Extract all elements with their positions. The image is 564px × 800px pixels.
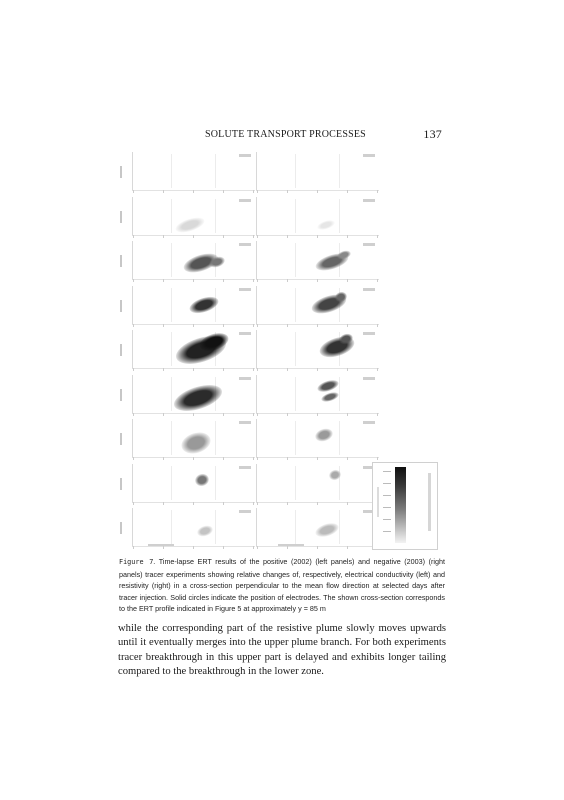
axis-tick xyxy=(287,279,288,282)
axis-tick xyxy=(223,279,224,282)
axis-tick xyxy=(287,235,288,238)
axis-tick xyxy=(377,413,378,416)
caption-label: Figure 7 xyxy=(119,558,154,566)
axis-tick xyxy=(193,190,194,193)
axis-tick xyxy=(133,546,134,549)
axis-tick xyxy=(193,457,194,460)
grid-line xyxy=(339,421,340,455)
grid-line xyxy=(295,154,296,188)
ert-panel xyxy=(256,330,379,369)
grid-line xyxy=(339,377,340,411)
caption-text: . Time-lapse ERT results of the positive (2002) (left panels) and negative (2003) (right panels) tracer experiments showing relative changes of, respectively, electrical conductivity (left) and resistivity (right) in a cross-section perpendicular to the mean flow direction at selected days after tracer injection. Solid circles indicate the position of electrodes. The shown cross-section corresponds to the ERT profile indicated in Figure 5 at approximately y = 85 m xyxy=(119,557,445,614)
y-axis-label xyxy=(120,166,122,178)
axis-tick xyxy=(257,413,258,416)
axis-tick xyxy=(347,368,348,371)
axis-tick xyxy=(347,235,348,238)
grid-line xyxy=(215,421,216,455)
body-paragraph: while the corresponding part of the resistive plume slowly moves upwards until it eventually merges into the upper plume branch. For both experiments tracer breakthrough in this upper part is delayed and exhibits longer tailing compared to the breakthrough in the lower zone. xyxy=(118,623,446,677)
colorbar-tick xyxy=(383,471,391,472)
axis-tick xyxy=(347,457,348,460)
axis-tick xyxy=(287,324,288,327)
plume-anomaly xyxy=(316,218,336,231)
axis-tick xyxy=(317,457,318,460)
axis-tick xyxy=(287,413,288,416)
ert-panel xyxy=(132,464,255,503)
axis-tick xyxy=(377,279,378,282)
grid-line xyxy=(171,243,172,277)
grid-line xyxy=(339,199,340,233)
day-label xyxy=(363,199,375,202)
axis-tick xyxy=(253,279,254,282)
axis-tick xyxy=(223,546,224,549)
axis-tick xyxy=(163,235,164,238)
ert-panel xyxy=(256,464,379,503)
colorbar-left-label xyxy=(377,487,379,517)
day-label xyxy=(239,154,251,157)
y-axis-label xyxy=(120,255,122,267)
figure-caption xyxy=(119,556,445,615)
axis-tick xyxy=(223,190,224,193)
ert-panel xyxy=(256,508,379,547)
axis-tick xyxy=(253,235,254,238)
colorbar-tick xyxy=(383,507,391,508)
axis-tick xyxy=(163,502,164,505)
axis-tick xyxy=(193,413,194,416)
ert-panel xyxy=(256,286,379,325)
axis-tick xyxy=(163,324,164,327)
grid-line xyxy=(215,466,216,500)
grid-line xyxy=(295,510,296,544)
day-label xyxy=(239,421,251,424)
grid-line xyxy=(171,466,172,500)
y-axis-label xyxy=(120,522,122,534)
axis-tick xyxy=(377,235,378,238)
axis-tick xyxy=(223,324,224,327)
axis-tick xyxy=(223,457,224,460)
axis-tick xyxy=(347,190,348,193)
axis-tick xyxy=(317,546,318,549)
axis-tick xyxy=(163,413,164,416)
grid-line xyxy=(295,199,296,233)
axis-tick xyxy=(253,368,254,371)
grid-line xyxy=(295,421,296,455)
y-axis-label xyxy=(120,478,122,490)
axis-tick xyxy=(133,279,134,282)
axis-tick xyxy=(133,324,134,327)
axis-tick xyxy=(133,413,134,416)
axis-tick xyxy=(257,235,258,238)
grid-line xyxy=(215,154,216,188)
axis-tick xyxy=(193,324,194,327)
y-axis-label xyxy=(120,433,122,445)
grid-line xyxy=(339,154,340,188)
axis-tick xyxy=(133,368,134,371)
day-label xyxy=(239,243,251,246)
plume-anomaly xyxy=(314,521,341,540)
grid-line xyxy=(295,288,296,322)
axis-tick xyxy=(287,546,288,549)
colorbar-right-label xyxy=(428,473,431,531)
ert-panel xyxy=(132,197,255,236)
grid-line xyxy=(295,332,296,366)
grid-line xyxy=(215,199,216,233)
axis-tick xyxy=(193,502,194,505)
axis-tick xyxy=(223,368,224,371)
axis-tick xyxy=(287,502,288,505)
x-axis-label xyxy=(148,544,174,546)
day-label xyxy=(363,243,375,246)
axis-tick xyxy=(377,368,378,371)
ert-panel xyxy=(132,241,255,280)
axis-tick xyxy=(193,235,194,238)
day-label xyxy=(363,377,375,380)
axis-tick xyxy=(253,190,254,193)
axis-tick xyxy=(347,502,348,505)
axis-tick xyxy=(253,324,254,327)
grid-line xyxy=(295,243,296,277)
axis-tick xyxy=(347,279,348,282)
axis-tick xyxy=(253,546,254,549)
y-axis-label xyxy=(120,389,122,401)
axis-tick xyxy=(133,457,134,460)
plume-anomaly xyxy=(174,214,206,235)
colorbar xyxy=(372,462,438,550)
axis-tick xyxy=(163,368,164,371)
axis-tick xyxy=(317,235,318,238)
axis-tick xyxy=(223,235,224,238)
axis-tick xyxy=(377,190,378,193)
axis-tick xyxy=(257,279,258,282)
axis-tick xyxy=(253,413,254,416)
y-axis-label xyxy=(120,211,122,223)
day-label xyxy=(363,421,375,424)
day-label xyxy=(239,377,251,380)
axis-tick xyxy=(287,190,288,193)
axis-tick xyxy=(317,413,318,416)
axis-tick xyxy=(193,279,194,282)
axis-tick xyxy=(223,502,224,505)
axis-tick xyxy=(317,324,318,327)
y-axis-label xyxy=(120,344,122,356)
x-axis-label xyxy=(278,544,304,546)
axis-tick xyxy=(377,324,378,327)
running-header xyxy=(205,127,442,143)
axis-tick xyxy=(133,502,134,505)
plume-anomaly xyxy=(193,472,210,488)
day-label xyxy=(363,332,375,335)
day-label xyxy=(239,510,251,513)
grid-line xyxy=(339,510,340,544)
ert-panel xyxy=(256,241,379,280)
y-axis-label xyxy=(120,300,122,312)
ert-panel xyxy=(256,419,379,458)
axis-tick xyxy=(377,457,378,460)
grid-line xyxy=(171,332,172,366)
axis-tick xyxy=(163,279,164,282)
ert-panel xyxy=(256,375,379,414)
axis-tick xyxy=(287,457,288,460)
running-title: SOLUTE TRANSPORT PROCESSES xyxy=(205,129,366,140)
grid-line xyxy=(295,377,296,411)
axis-tick xyxy=(193,368,194,371)
axis-tick xyxy=(253,457,254,460)
axis-tick xyxy=(347,546,348,549)
axis-tick xyxy=(317,368,318,371)
day-label xyxy=(239,199,251,202)
plume-anomaly xyxy=(314,427,335,444)
axis-tick xyxy=(257,368,258,371)
day-label xyxy=(239,288,251,291)
plume-anomaly xyxy=(196,524,214,538)
colorbar-gradient xyxy=(395,467,406,543)
ert-panel xyxy=(256,197,379,236)
day-label xyxy=(239,332,251,335)
axis-tick xyxy=(257,502,258,505)
grid-line xyxy=(215,510,216,544)
axis-tick xyxy=(347,324,348,327)
day-label xyxy=(239,466,251,469)
plume-anomaly xyxy=(328,468,343,481)
day-label xyxy=(363,288,375,291)
ert-panel xyxy=(132,152,255,191)
grid-line xyxy=(171,510,172,544)
ert-panel xyxy=(132,330,255,369)
axis-tick xyxy=(253,502,254,505)
axis-tick xyxy=(347,413,348,416)
grid-line xyxy=(295,466,296,500)
axis-tick xyxy=(317,502,318,505)
grid-line xyxy=(171,288,172,322)
ert-panel xyxy=(132,419,255,458)
axis-tick xyxy=(193,546,194,549)
grid-line xyxy=(171,154,172,188)
axis-tick xyxy=(287,368,288,371)
ert-panel xyxy=(256,152,379,191)
plume-anomaly xyxy=(171,379,225,415)
ert-panel xyxy=(132,508,255,547)
colorbar-tick xyxy=(383,519,391,520)
axis-tick xyxy=(133,235,134,238)
colorbar-tick xyxy=(383,483,391,484)
axis-tick xyxy=(163,457,164,460)
axis-tick xyxy=(223,413,224,416)
ert-panel xyxy=(132,286,255,325)
page-number: 137 xyxy=(423,127,442,141)
grid-line xyxy=(171,421,172,455)
colorbar-tick xyxy=(383,531,391,532)
axis-tick xyxy=(317,279,318,282)
axis-tick xyxy=(317,190,318,193)
grid-line xyxy=(171,199,172,233)
axis-tick xyxy=(257,190,258,193)
plume-anomaly xyxy=(316,377,340,393)
axis-tick xyxy=(133,190,134,193)
plume-anomaly xyxy=(179,429,214,457)
axis-tick xyxy=(257,546,258,549)
axis-tick xyxy=(163,546,164,549)
ert-panel xyxy=(132,375,255,414)
day-label xyxy=(363,154,375,157)
colorbar-tick xyxy=(383,495,391,496)
axis-tick xyxy=(257,457,258,460)
axis-tick xyxy=(163,190,164,193)
axis-tick xyxy=(257,324,258,327)
grid-line xyxy=(171,377,172,411)
